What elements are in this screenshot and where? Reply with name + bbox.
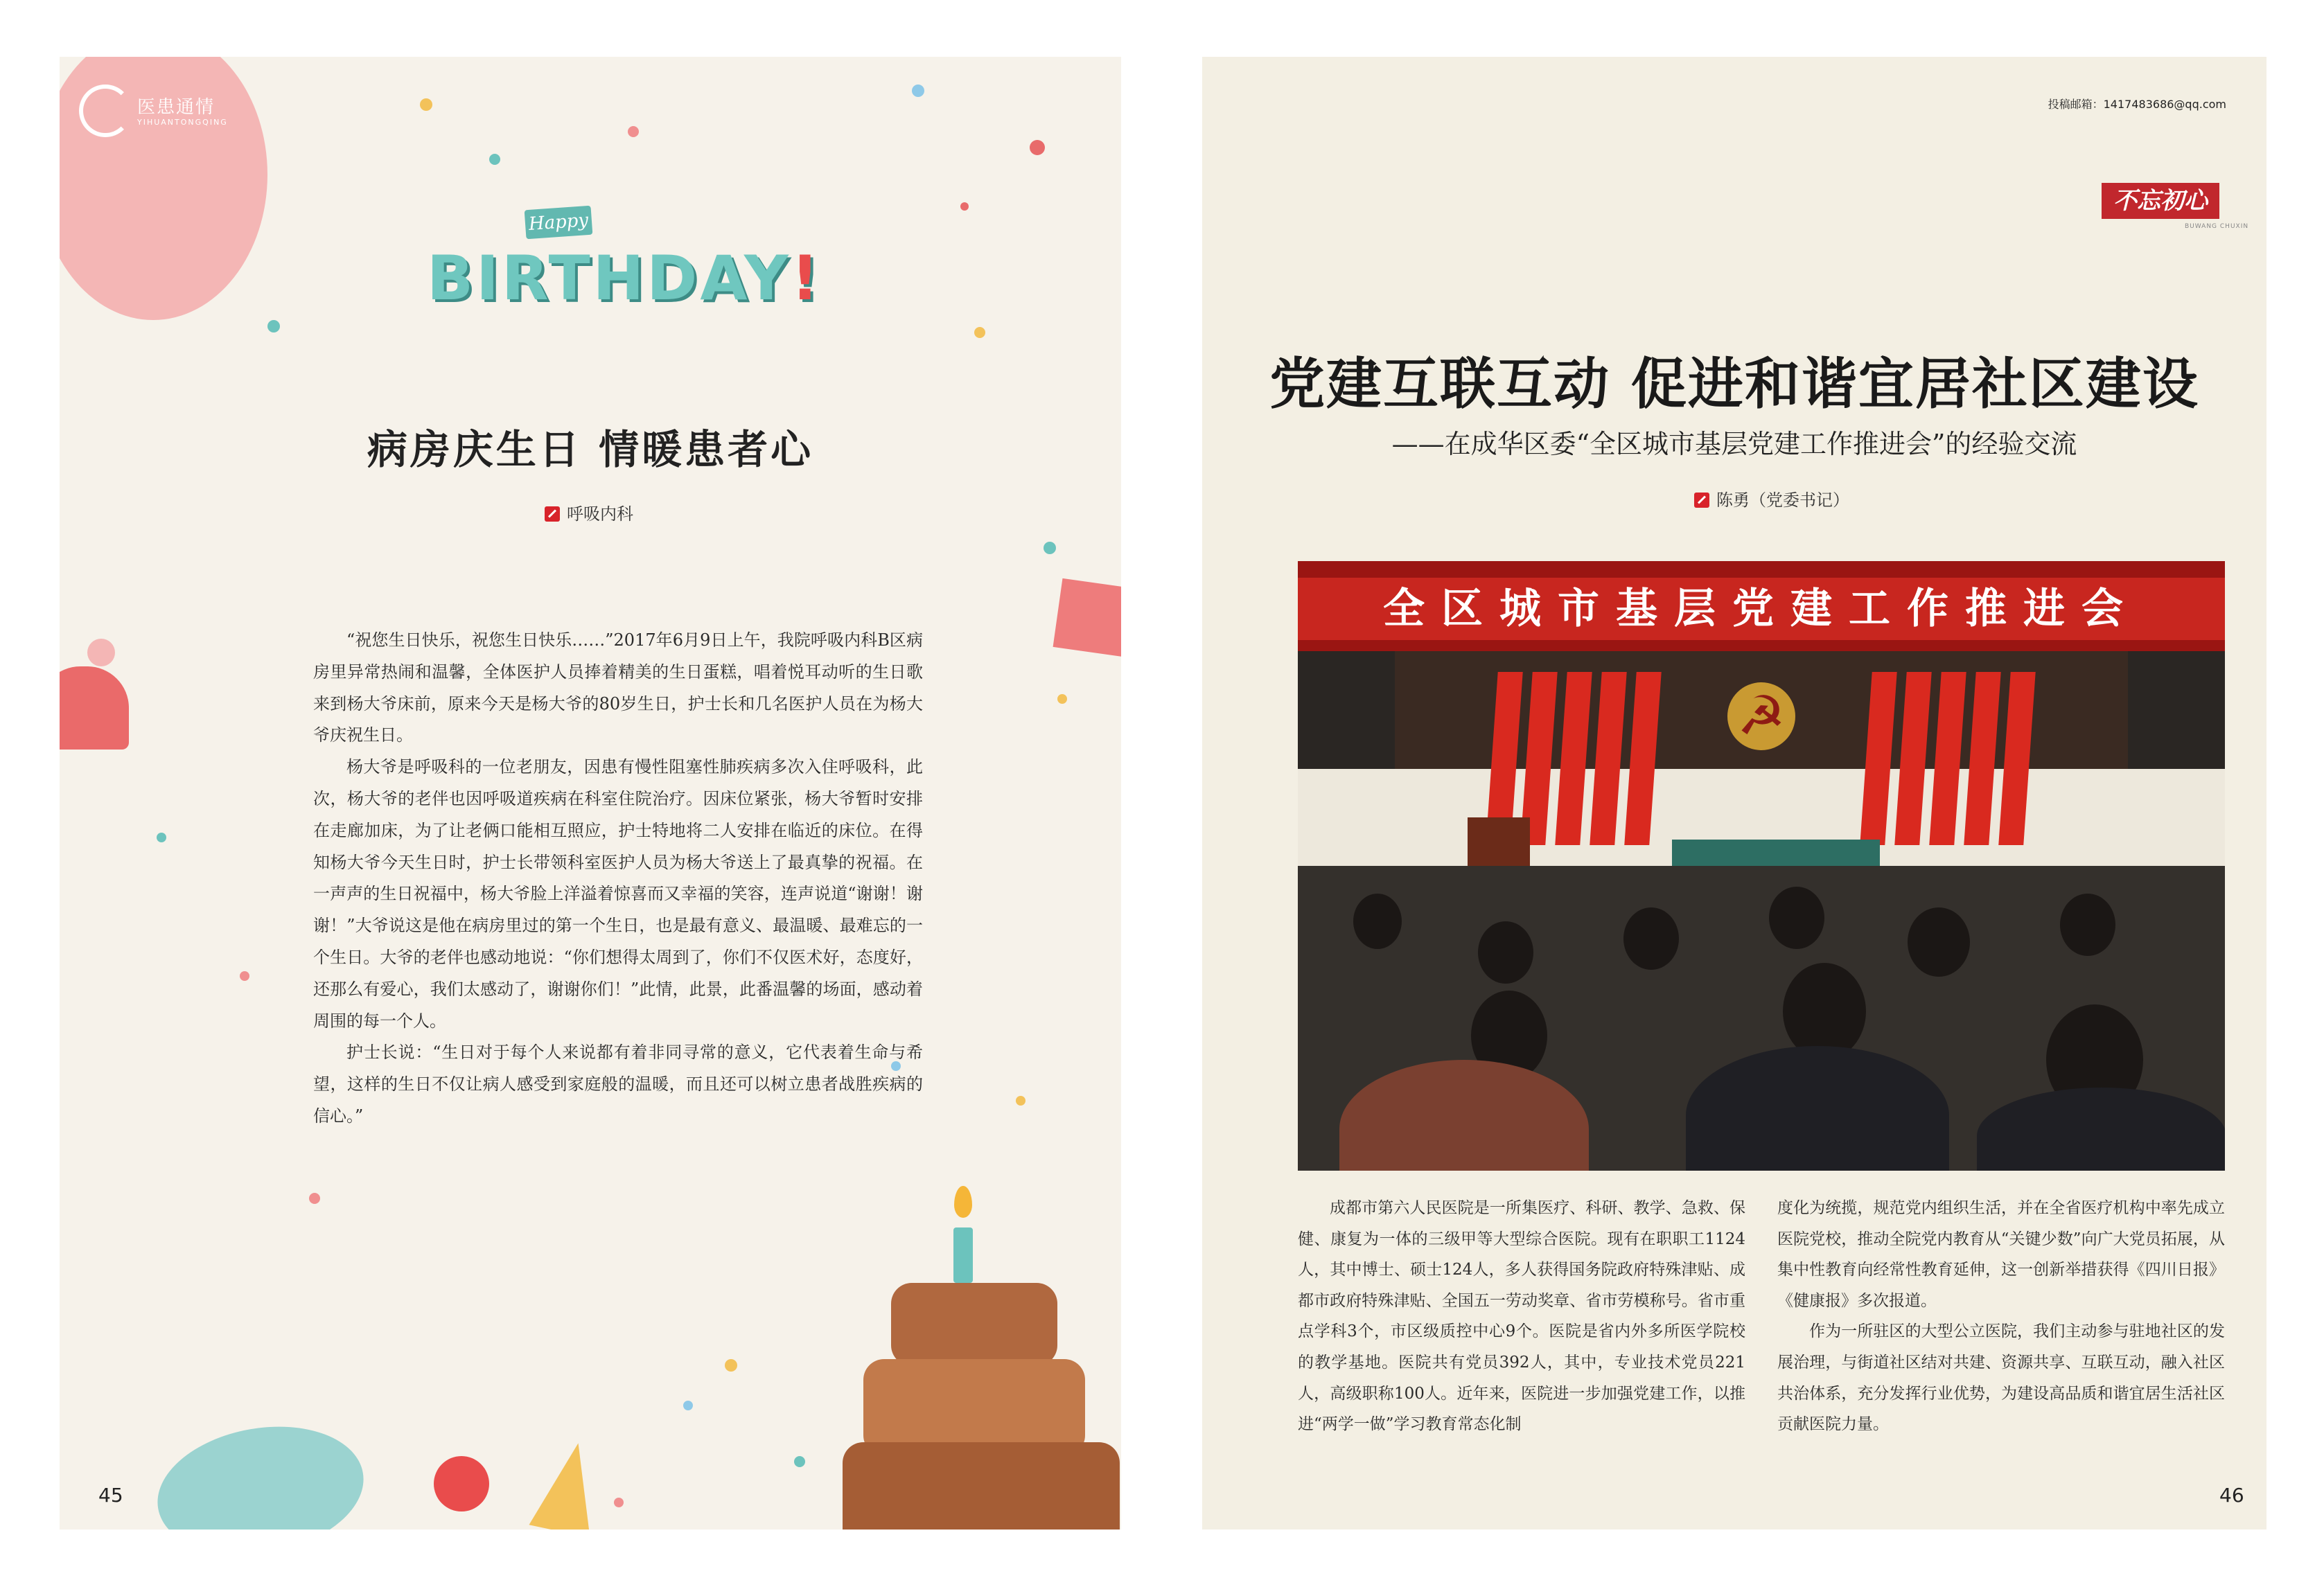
candle-icon [953,1227,973,1283]
logo-name: 医患通情 [137,97,215,118]
paragraph: 杨大爷是呼吸科的一位老朋友，因患有慢性阻塞性肺疾病多次入住呼吸科，此次，杨大爷的老伴也因呼吸道疾病在科室住院治疗。因床位紧张，杨大爷暂时安排在走廊加床，为了让老俩口能相互照应，护士特地将二人安排在临近的床位。在得知杨大爷今天生日时，护士长带领科室医护人员为杨大爷送上了最真挚的祝福。在一声声的生日祝福中，杨大爷脸上洋溢着惊喜而又幸福的笑容，连声说道“谢谢！谢谢！”大爷说这是他在病房里过的第一个生日，也是最有意义、最温暖、最难忘的一个生日。大爷的老伴也感动地说：“你们想得太周到了，你们不仅医术好，态度好，还那么有爱心，我们太感动了，谢谢你们！”此情，此景，此番温馨的场面，感动着周围的每一个人。 [313,757,923,1031]
audience-head [1478,921,1533,984]
pen-icon [1694,493,1709,508]
pen-icon [545,506,560,522]
confetti-dot [1016,1096,1025,1106]
paragraph: 度化为统揽，规范党内组织生活，并在全省医疗机构中率先成立医院党校，推动全院党内教育从“关键少数”向广大党员拓展，从集中性教育向经常性教育延伸，这一创新举措获得《四川日报》《健康报》多次报道。 [1777,1199,2225,1310]
gift-box-icon [1053,578,1121,657]
candy-icon [148,1411,374,1530]
confetti-dot [1057,694,1067,704]
party-hat-icon [529,1437,608,1530]
page-number: 45 [98,1484,123,1507]
confetti-dot [157,833,166,842]
author-byline [1694,486,1849,511]
cherry-icon [434,1456,489,1511]
department-label: 呼吸内科 [567,504,633,524]
right-page [1202,57,2266,1530]
logo-subtitle: YIHUANTONGQING [137,118,228,127]
audience-head [1908,907,1970,977]
party-emblem-icon [1727,682,1795,750]
cake-bottom-tier [843,1442,1120,1530]
paragraph: “祝您生日快乐，祝您生日快乐……”2017年6月9日上午，我院呼吸内科B区病房里异常热闹和温馨，全体医护人员捧着精美的生日蛋糕，唱着悦耳动听的生日歌来到杨大爷床前，原来今天是杨大爷的80岁生日，护士长和几名医护人员在为杨大爷庆祝生日。 [313,630,923,745]
logo-icon [79,85,132,137]
article-title: 病房庆生日 情暖患者心 [367,426,814,473]
cherry-icon [87,639,115,666]
confetti-dot [420,98,432,111]
audience-head [1623,907,1679,970]
column-stamp-subtitle: BUWANG CHUXIN [2185,223,2249,230]
confetti-dot [794,1456,805,1467]
confetti-dot [267,320,280,333]
department-byline [545,500,633,524]
confetti-dot [489,154,500,165]
audience-head [1769,887,1824,949]
author-label: 陈勇（党委书记） [1716,490,1849,510]
confetti-dot [725,1359,737,1372]
audience-head [1353,894,1402,949]
paragraph: 作为一所驻区的大型公立医院，我们主动参与驻地社区的发展治理，与街道社区结对共建、资源共享、互联互动，融入社区共治体系，充分发挥行业优势，为建设高品质和谐宜居生活社区贡献医院力量。 [1777,1322,2225,1434]
article-title: 党建互联互动 促进和谐宜居社区建设 [1269,351,2199,416]
cake-top-tier [891,1283,1057,1366]
article-column-2 [1777,1193,2225,1440]
paragraph: 成都市第六人民医院是一所集医疗、科研、教学、急救、保健、康复为一体的三级甲等大型综合医院。现有在职职工1124人，其中博士、硕士124人，多人获得国务院政府特殊津贴、成都市政府特殊津贴、全国五一劳动奖章、省市劳模称号。省市重点学科3个，市区级质控中心9个。医院是省内外多所医学院校的教学基地。医院共有党员392人，其中，专业技术党员221人，高级职称100人。近年来，医院进一步加强党建工作，以推进“两学一做”学习教育常态化制 [1298,1199,1745,1434]
confetti-dot [683,1401,693,1410]
birthday-word: BIRTHDAY [427,242,791,314]
column-stamp: 不忘初心 [2102,183,2219,219]
confetti-dot [974,327,985,338]
confetti-dot [628,126,639,137]
flame-icon [954,1186,972,1218]
audience-head [2060,894,2115,956]
meeting-photo [1298,561,2225,1171]
paragraph: 护士长说：“生日对于每个人来说都有着非同寻常的意义，它代表着生命与希望，这样的生日不仅让病人感受到家庭般的温暖，而且还可以树立患者战胜疾病的信心。” [313,1043,923,1126]
birthday-wordart [427,242,822,314]
confetti-dot [1030,140,1045,155]
confetti-dot [614,1498,624,1507]
confetti-dot [960,202,969,211]
article-column-1 [1298,1193,1745,1440]
happy-badge: Happy [525,206,593,240]
left-page [60,57,1121,1530]
cake-middle-tier [863,1359,1085,1456]
confetti-dot [240,971,249,981]
page-number: 46 [2219,1484,2244,1507]
confetti-dot [309,1193,320,1204]
submission-email: 投稿邮箱：1417483686@qq.com [2048,98,2226,111]
confetti-dot [1044,542,1056,554]
cupcake-icon [60,666,129,750]
article-subtitle: ——在成华区委“全区城市基层党建工作推进会”的经验交流 [1391,429,2077,459]
article-body [313,625,923,1133]
confetti-dot [912,85,924,97]
meeting-banner: 全区城市基层党建工作推进会 [1298,578,2225,640]
audience-head [1783,963,1866,1060]
birthday-exclamation: ! [791,242,822,314]
